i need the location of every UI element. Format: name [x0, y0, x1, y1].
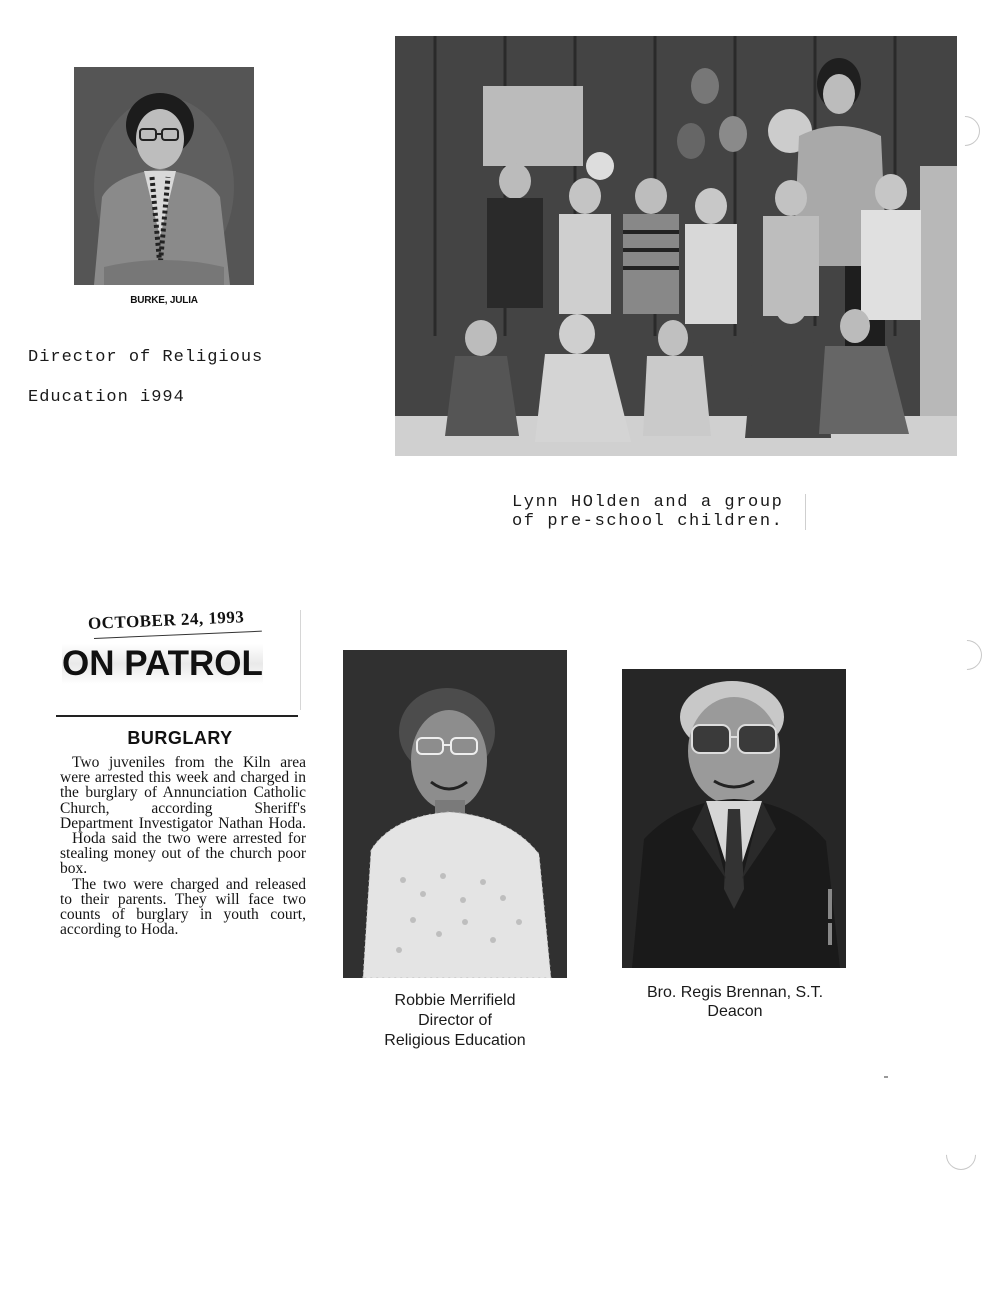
punch-hole-bottom: [940, 1134, 982, 1176]
group-photo-caption-line-1: Lynn HOlden and a group: [512, 493, 784, 512]
scan-speck: [884, 1076, 888, 1078]
brennan-caption-line-1: Bro. Regis Brennan, S.T.: [646, 984, 824, 1001]
merrifield-caption-line-2: Director of: [418, 1012, 492, 1029]
portrait-julia-burke: [74, 67, 254, 285]
portrait-robbie-merrifield: [343, 650, 567, 978]
merrifield-caption-line-1: Robbie Merrifield: [394, 992, 516, 1009]
portrait-regis-brennan: [622, 669, 846, 968]
clipping-paragraph-1: Two juveniles from the Kiln area were arrested this week and charged in the burglary of Annunciation Catholic Church, according Sheriff's Department Investigator Nathan Hoda.: [60, 754, 306, 832]
clipping-edge-top: [300, 610, 301, 710]
clipping-subhead: BURGLARY: [127, 728, 233, 748]
group-photo-preschool: [395, 36, 957, 456]
clipping-headline: ON PATROL: [62, 644, 263, 683]
clipping-paragraph-2: Hoda said the two were arrested for stealing money out of the church poor box.: [60, 830, 306, 878]
typed-title-line-1: Director of Religious: [28, 348, 264, 367]
group-photo-caption-line-2: of pre-school children.: [512, 512, 784, 531]
portrait-name-label: BURKE, JULIA: [130, 295, 198, 306]
clipping-divider: [56, 715, 298, 717]
clipping-paragraph-3: The two were charged and released to their parents. They will face two counts of burglary in youth court, according to Hoda.: [60, 875, 306, 939]
newspaper-clipping: [50, 600, 310, 1010]
merrifield-caption-line-3: Religious Education: [384, 1032, 526, 1049]
clipping-body: [60, 755, 306, 937]
clipping-date: OCTOBER 24, 1993: [87, 607, 245, 633]
typed-title-line-2: Education i994: [28, 388, 185, 407]
caption-margin-line: [805, 494, 806, 530]
punch-hole-middle: [946, 634, 988, 676]
brennan-caption-line-2: Deacon: [707, 1003, 763, 1020]
